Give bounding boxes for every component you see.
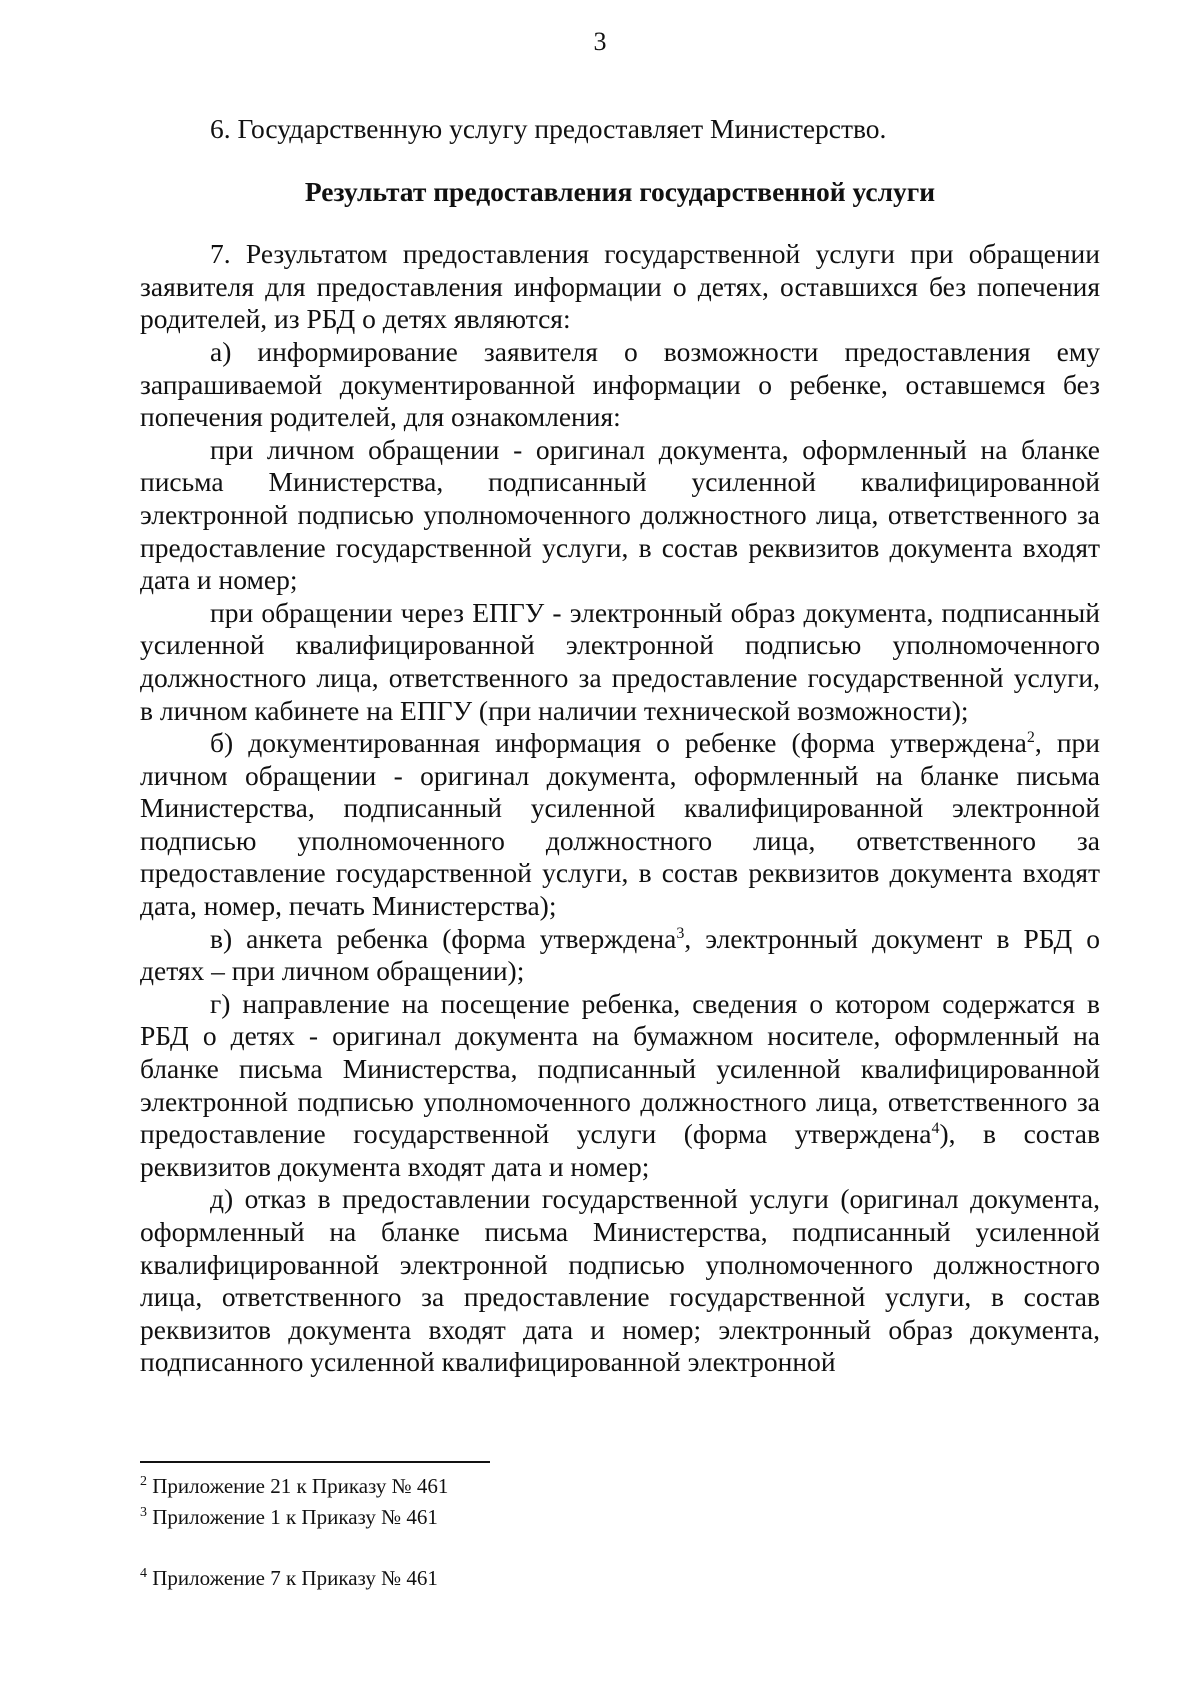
footnote-mark: 3 [140, 1505, 147, 1520]
footnote-text: Приложение 21 к Приказу № 461 [152, 1474, 449, 1498]
item-b [140, 727, 1100, 923]
document-body [140, 113, 1100, 1379]
footnote-4 [140, 1563, 740, 1594]
footnote-2 [140, 1471, 740, 1502]
footnote-ref-4: 4 [931, 1120, 940, 1138]
item-v [140, 923, 1100, 988]
footnote-text: Приложение 1 к Приказу № 461 [152, 1505, 438, 1529]
item-a-epgu: при обращении через ЕПГУ - электронный образ документа, подписанный усиленной квалифицированной электронной подписью уполномоченного должностного лица, ответственного за предоставление государственной услуги, в личном кабинете на ЕПГУ (при наличии технической возможности); [140, 596, 1100, 726]
section-heading: Результат предоставления государственной услуги [304, 175, 936, 207]
footnote-text: Приложение 7 к Приказу № 461 [152, 1566, 438, 1590]
footnote-ref-2: 2 [1026, 728, 1035, 746]
item-a: а) информирование заявителя о возможности предоставления ему запрашиваемой документированной информации о ребенке, оставшемся без попечения родителей, для ознакомления: [140, 335, 1100, 433]
item-g-text-1: г) направление на посещение ребенка, сведения о котором содержатся в РБД о детях - оригинал документа на бумажном носителе, оформленный на бланке письма Министерства, подписанный усиленной квалифицированной электронной подписью уполномоченного должностного лица, ответственного за предоставление государственной услуги (форма утверждена [140, 987, 1100, 1150]
item-g [140, 988, 1100, 1184]
item-v-text-2: , электронный документ в РБД о детях – при личном обращении); [140, 922, 1100, 987]
footnotes [140, 1461, 740, 1594]
page-number: 3 [593, 27, 607, 56]
footnote-separator [140, 1461, 490, 1463]
item-b-text-2: , при личном обращении - оригинал документа, оформленный на бланке письма Министерства, подписанный усиленной квалифицированной электронной подписью уполномоченного должностного лица, ответственного за предоставление государственной услуги, в состав реквизитов документа входят дата, номер, печать Министерства); [140, 727, 1100, 922]
item-d: д) отказ в предоставлении государственной услуги (оригинал документа, оформленный на бланке письма Министерства, подписанный усиленной квалифицированной электронной подписью уполномоченного должностного лица, ответственного за предоставление государственной услуги, в состав реквизитов документа входят дата и номер; электронный образ документа, подписанного усиленной квалифицированной электронной [140, 1183, 1100, 1378]
paragraph-6: 6. Государственную услугу предоставляет Министерство. [210, 113, 887, 144]
item-g-text-2: ), в состав реквизитов документа входят дата и номер; [140, 1118, 1100, 1182]
item-a-personal: при личном обращении - оригинал документа, оформленный на бланке письма Министерства, подписанный усиленной квалифицированной электронной подписью уполномоченного должностного лица, ответственного за предоставление государственной услуги, в состав реквизитов документа входят дата и номер; [140, 433, 1100, 596]
paragraph-7: 7. Результатом предоставления государственной услуги при обращении заявителя для предоставления информации о детях, оставшихся без попечения родителей, из РБД о детях являются: [140, 238, 1100, 335]
item-v-text-1: в) анкета ребенка (форма утверждена [210, 922, 677, 954]
footnote-mark: 2 [140, 1474, 147, 1489]
footnote-mark: 4 [140, 1566, 147, 1581]
footnote-ref-3: 3 [676, 924, 685, 942]
footnote-3 [140, 1502, 740, 1533]
item-b-text-1: б) документированная информация о ребенке (форма утверждена [210, 727, 1027, 759]
